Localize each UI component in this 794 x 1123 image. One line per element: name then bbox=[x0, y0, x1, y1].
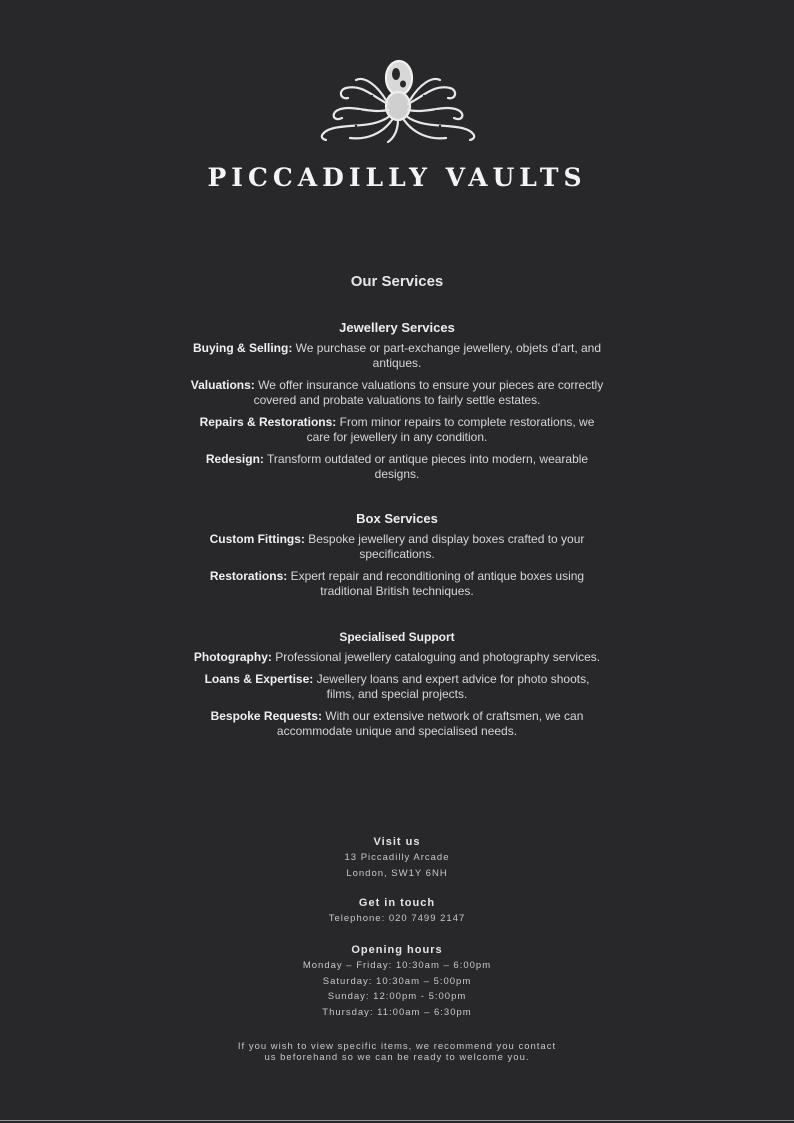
service-item bbox=[190, 532, 604, 562]
service-item bbox=[190, 569, 604, 599]
service-item bbox=[190, 709, 604, 739]
section-box-services bbox=[190, 511, 604, 606]
service-label: Bespoke Requests: bbox=[210, 709, 322, 723]
section-title: Jewellery Services bbox=[339, 320, 455, 335]
page-title: Our Services bbox=[350, 273, 444, 290]
service-text: Bespoke jewellery and display boxes crafted to your specifications. bbox=[304, 532, 585, 561]
service-text: With our extensive network of craftsmen, we can accommodate unique and specialised needs. bbox=[276, 709, 584, 738]
footer-hours bbox=[0, 944, 794, 1020]
service-item bbox=[190, 650, 604, 665]
footer-visit bbox=[0, 836, 794, 881]
section-jewellery-services bbox=[190, 320, 604, 489]
service-item bbox=[190, 452, 604, 482]
service-text: We purchase or part-exchange jewellery, objets d'art, and antiques. bbox=[292, 341, 602, 370]
service-text: Expert repair and reconditioning of antique boxes using traditional British techniques. bbox=[287, 569, 585, 598]
service-text: Professional jewellery cataloguing and photography services. bbox=[271, 650, 601, 664]
footer-contact-title: Get in touch bbox=[358, 897, 436, 909]
service-text: From minor repairs to complete restorations, we care for jewellery in any condition. bbox=[306, 415, 595, 444]
service-item bbox=[190, 341, 604, 371]
service-item bbox=[190, 378, 604, 408]
service-item bbox=[190, 415, 604, 445]
address-line: London, SW1Y 6NH bbox=[346, 867, 448, 879]
bottom-divider bbox=[0, 1120, 794, 1121]
footer-hours-title: Opening hours bbox=[351, 944, 443, 956]
hours-line: Sunday: 12:00pm - 5:00pm bbox=[327, 991, 467, 1002]
hours-line: Monday – Friday: 10:30am – 6:00pm bbox=[302, 960, 492, 971]
service-item bbox=[190, 672, 604, 702]
service-text: Transform outdated or antique pieces into modern, wearable designs. bbox=[263, 452, 589, 481]
octopus-logo-icon bbox=[312, 54, 482, 146]
service-label: Restorations: bbox=[209, 569, 288, 583]
footer-note bbox=[0, 1041, 794, 1063]
service-label: Redesign: bbox=[205, 452, 264, 466]
service-label: Custom Fittings: bbox=[209, 532, 305, 546]
service-label: Loans & Expertise: bbox=[204, 672, 314, 686]
section-specialised-support bbox=[190, 630, 604, 746]
note-line: If you wish to view specific items, we recommend you contact bbox=[237, 1041, 557, 1052]
address-line: 13 Piccadilly Arcade bbox=[344, 852, 450, 863]
footer-contact bbox=[0, 897, 794, 927]
telephone-line[interactable]: Telephone: 020 7499 2147 bbox=[328, 913, 466, 924]
note-line: us beforehand so we can be ready to welcome you. bbox=[264, 1052, 530, 1063]
service-label: Photography: bbox=[193, 650, 272, 664]
service-label: Valuations: bbox=[190, 378, 255, 392]
service-label: Repairs & Restorations: bbox=[199, 415, 337, 429]
section-title: Specialised Support bbox=[339, 630, 455, 644]
hours-line: Saturday: 10:30am – 5:00pm bbox=[322, 975, 472, 987]
footer-visit-title: Visit us bbox=[373, 836, 421, 848]
service-text: We offer insurance valuations to ensure your pieces are correctly covered and probate valuations to fairly settle estates. bbox=[253, 378, 604, 407]
hours-line: Thursday: 11:00am – 6:30pm bbox=[322, 1006, 472, 1018]
section-title: Box Services bbox=[356, 511, 438, 526]
brand-name: PICCADILLY VAULTS bbox=[207, 163, 587, 192]
service-text: Jewellery loans and expert advice for photo shoots, films, and special projects. bbox=[313, 672, 590, 701]
service-label: Buying & Selling: bbox=[192, 341, 293, 355]
